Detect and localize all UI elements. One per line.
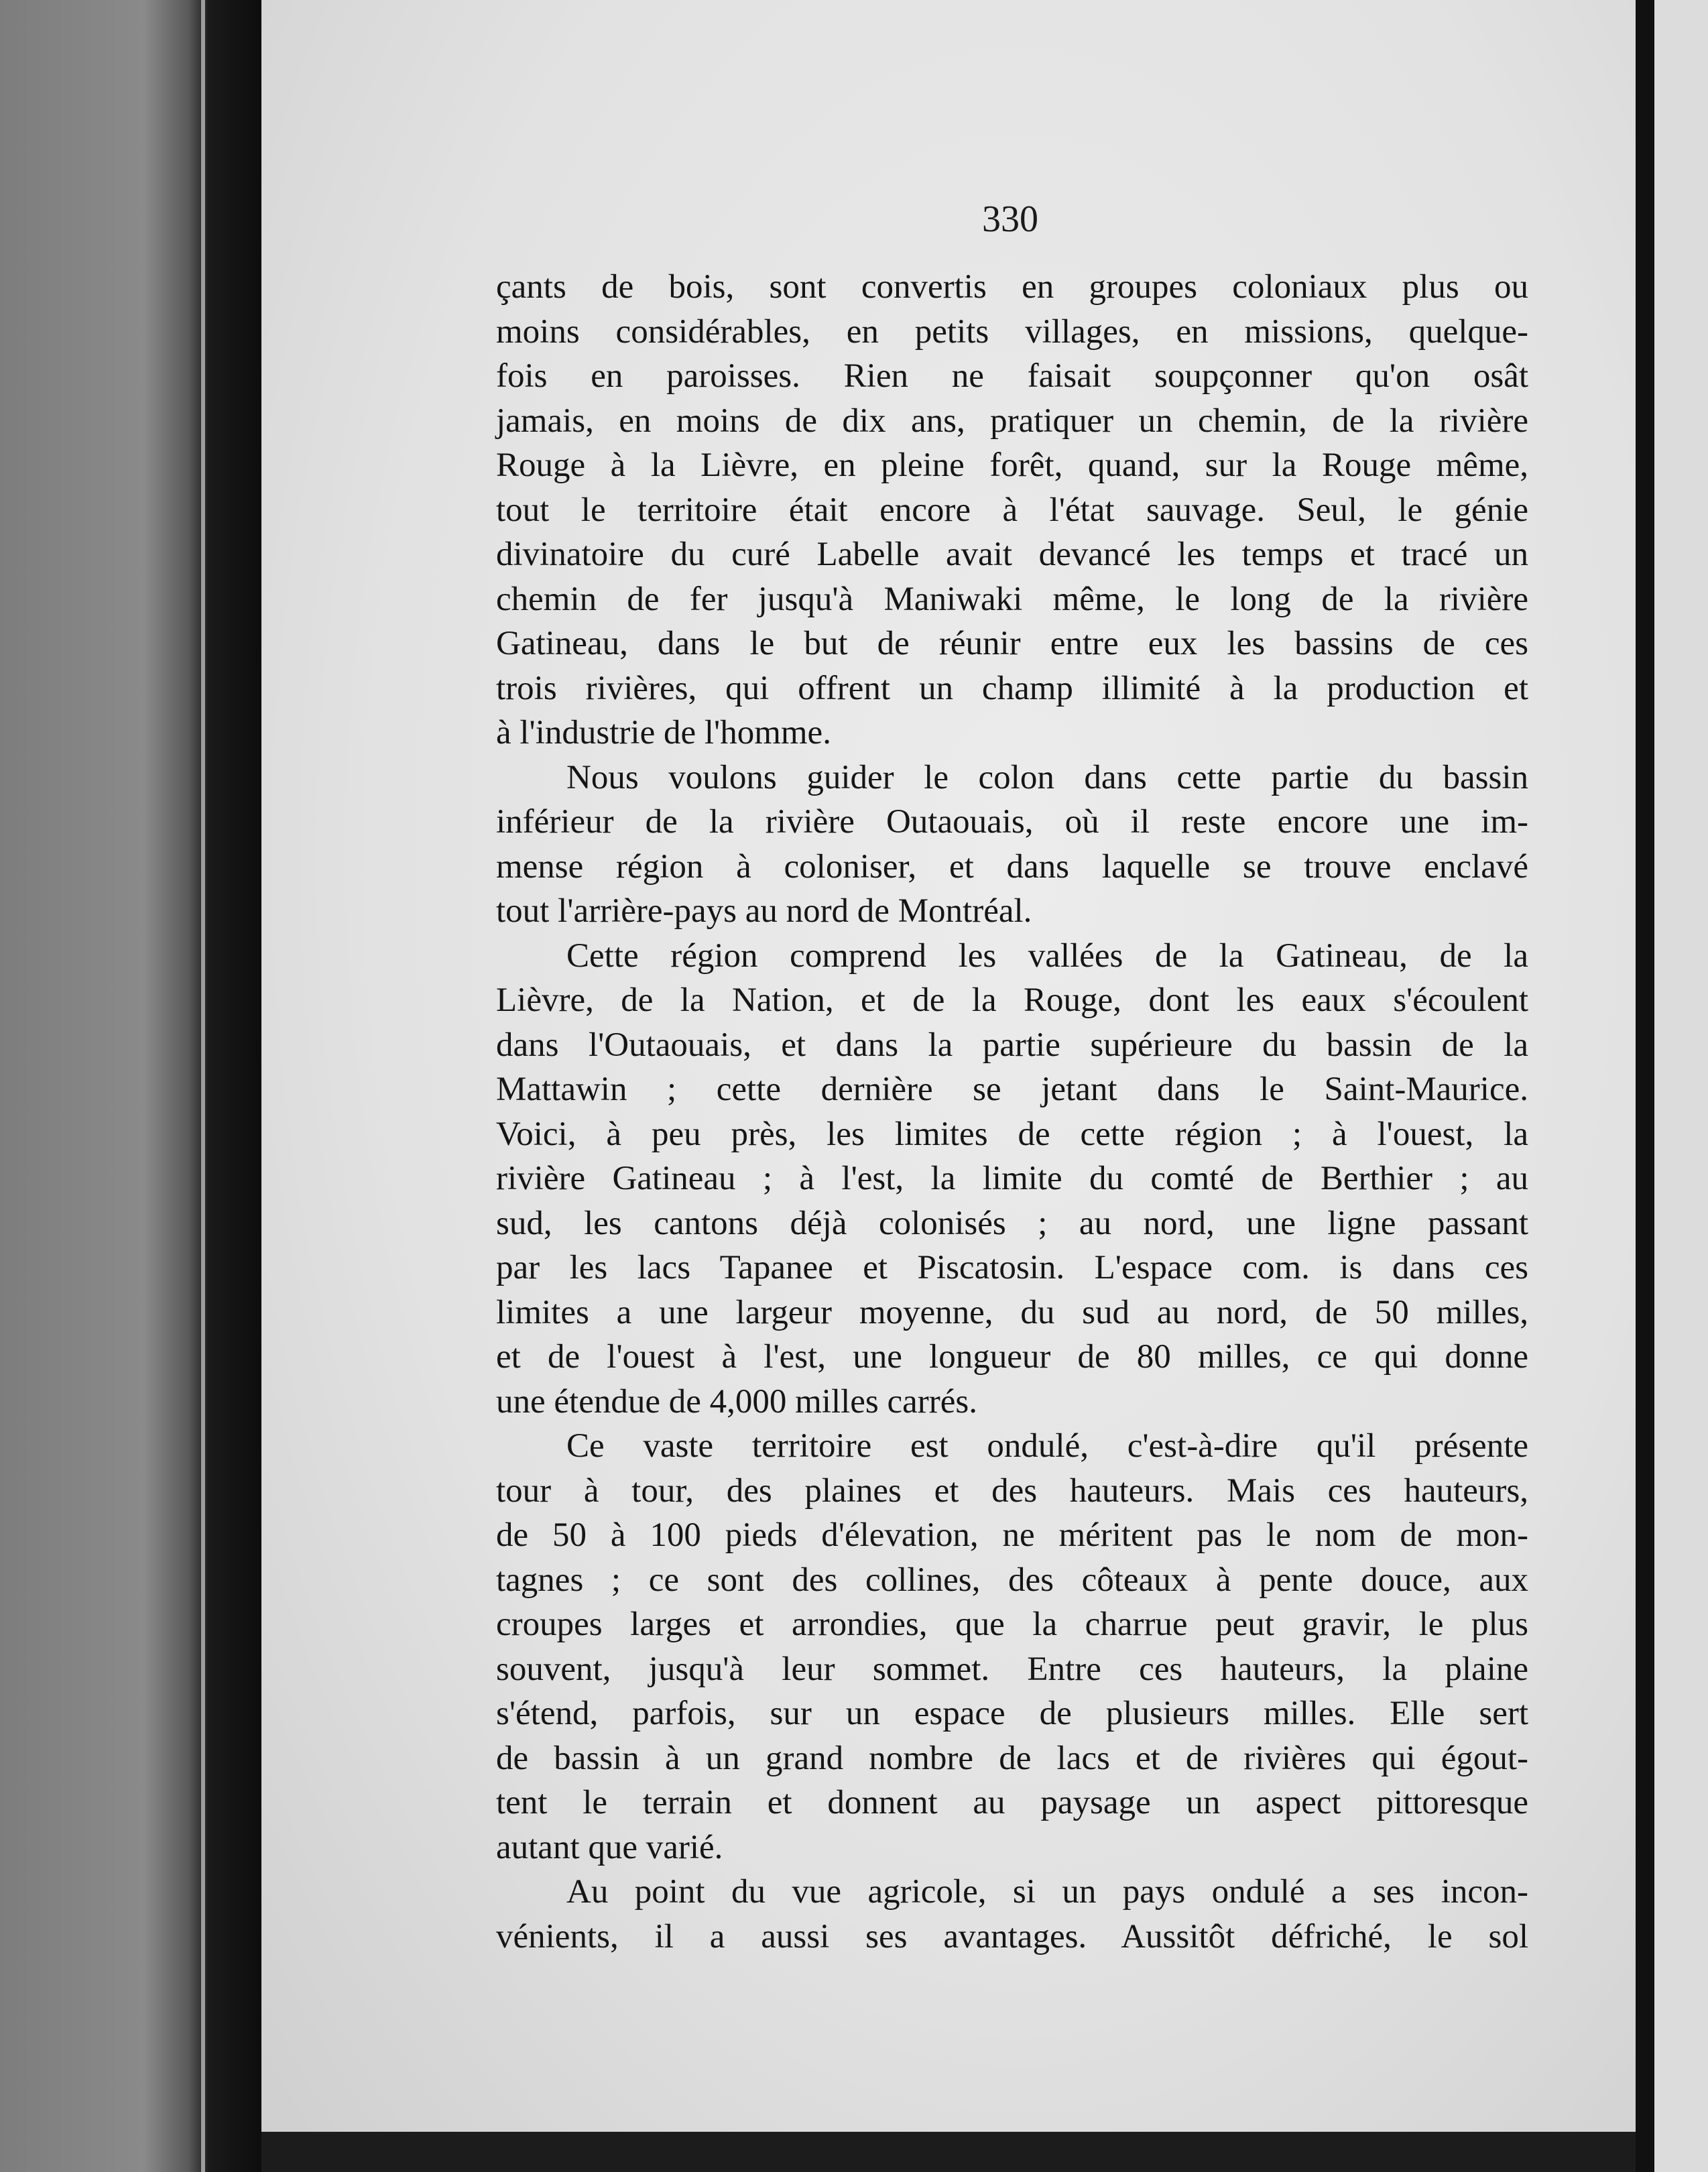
text-line: Cette région comprend les vallées de la Gatineau, de la <box>566 937 1528 975</box>
text-line: rivière Gatineau ; à l'est, la limite du comté de Berthier ; au <box>496 1160 1528 1197</box>
text-line: jamais, en moins de dix ans, pratiquer un chemin, de la rivière <box>496 402 1528 440</box>
body-text <box>496 265 1528 1959</box>
text-line: Mattawin ; cette dernière se jetant dans le Saint-Maurice. <box>496 1071 1528 1108</box>
scanner-right-margin <box>1636 0 1708 2172</box>
text-line: souvent, jusqu'à leur sommet. Entre ces hauteurs, la plaine <box>496 1650 1528 1688</box>
text-line: de 50 à 100 pieds d'élevation, ne méritent pas le nom de mon- <box>496 1516 1528 1554</box>
text-line: Lièvre, de la Nation, et de la Rouge, dont les eaux s'écoulent <box>496 981 1528 1019</box>
text-line: tout l'arrière-pays au nord de Montréal. <box>496 892 1032 930</box>
text-line: à l'industrie de l'homme. <box>496 714 831 751</box>
text-line: sud, les cantons déjà colonisés ; au nord, une ligne passant <box>496 1204 1528 1242</box>
text-line: tent le terrain et donnent au paysage un aspect pittoresque <box>496 1784 1528 1821</box>
text-line: Nous voulons guider le colon dans cette partie du bassin <box>566 758 1528 796</box>
text-line: Au point du vue agricole, si un pays ondulé a ses incon- <box>566 1873 1528 1911</box>
text-line: chemin de fer jusqu'à Maniwaki même, le long de la rivière <box>496 580 1528 618</box>
text-line: tour à tour, des plaines et des hauteurs. Mais ces hauteurs, <box>496 1471 1528 1510</box>
text-line: dans l'Outaouais, et dans la partie supérieure du bassin de la <box>496 1026 1528 1064</box>
text-line: par les lacs Tapanee et Piscatosin. L'espace com. is dans ces <box>496 1249 1528 1286</box>
text-line: fois en paroisses. Rien ne faisait soupçonner qu'on osât <box>496 357 1528 395</box>
text-line: de bassin à un grand nombre de lacs et de rivières qui égout- <box>496 1739 1528 1777</box>
text-line: s'étend, parfois, sur un espace de plusieurs milles. Elle sert <box>496 1695 1528 1732</box>
text-line: mense région à coloniser, et dans laquelle se trouve enclavé <box>496 847 1528 886</box>
text-line: Rouge à la Lièvre, en pleine forêt, quand, sur la Rouge même, <box>496 446 1528 484</box>
text-line: tagnes ; ce sont des collines, des côteaux à pente douce, aux <box>496 1561 1528 1599</box>
text-line: inférieur de la rivière Outaouais, où il reste encore une im- <box>496 803 1528 841</box>
text-line: trois rivières, qui offrent un champ illimité à la production et <box>496 669 1528 707</box>
text-line: divinatoire du curé Labelle avait devancé les temps et tracé un <box>496 536 1528 573</box>
text-line: limites a une largeur moyenne, du sud au nord, de 50 milles, <box>496 1293 1528 1331</box>
text-line: Voici, à peu près, les limites de cette région ; à l'ouest, la <box>496 1115 1528 1153</box>
text-line: Gatineau, dans le but de réunir entre eux les bassins de ces <box>496 625 1528 662</box>
text-line: une étendue de 4,000 milles carrés. <box>496 1382 977 1421</box>
text-line: autant que varié. <box>496 1828 723 1866</box>
text-line: Ce vaste territoire est ondulé, c'est-à-dire qu'il présente <box>566 1427 1528 1465</box>
text-line: çants de bois, sont convertis en groupes coloniaux plus ou <box>496 268 1528 306</box>
text-line: moins considérables, en petits villages, en missions, quelque- <box>496 312 1528 351</box>
text-line: vénients, il a aussi ses avantages. Aussitôt défriché, le sol <box>496 1917 1528 1955</box>
text-line: tout le territoire était encore à l'état sauvage. Seul, le génie <box>496 491 1528 529</box>
text-line: et de l'ouest à l'est, une longueur de 80 milles, ce qui donne <box>496 1338 1528 1376</box>
page-number: 330 <box>982 198 1038 240</box>
scanner-left-margin <box>0 0 261 2172</box>
text-line: croupes larges et arrondies, que la charrue peut gravir, le plus <box>496 1606 1528 1643</box>
